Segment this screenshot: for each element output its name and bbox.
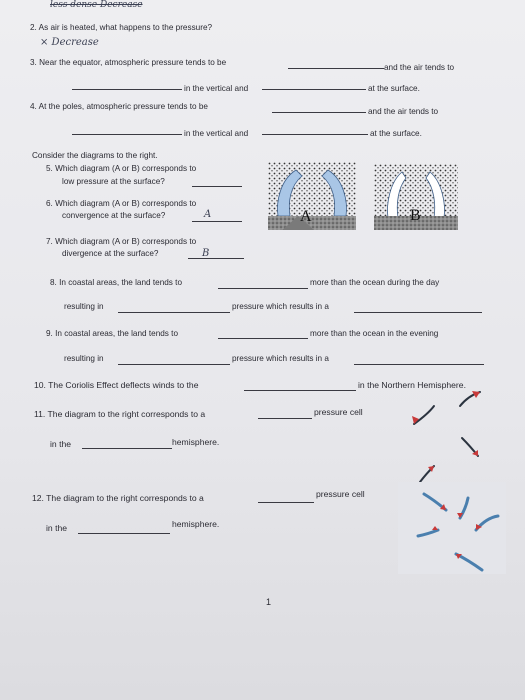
q11-text: 11. The diagram to the right corresponds to a (34, 409, 206, 419)
q3-blank-1 (288, 68, 384, 69)
consider-diagrams-text: Consider the diagrams to the right. (32, 151, 158, 160)
q8-text-2: more than the ocean during the day (310, 278, 440, 287)
q11-text-3: in the (50, 439, 72, 449)
q3-text-4: at the surface. (368, 84, 420, 93)
q6-answer: A (204, 209, 212, 220)
diagram-a (268, 162, 356, 230)
q9-blank-3 (354, 364, 484, 365)
diagram-b (374, 164, 458, 230)
q4-blank-3 (262, 134, 368, 135)
q3-text-3: in the vertical and (184, 84, 249, 93)
q9-text-3: resulting in (64, 354, 104, 363)
q7-text-line1: 7. Which diagram (A or B) corresponds to (46, 237, 197, 246)
page-number: 1 (266, 597, 272, 607)
q3-text: 3. Near the equator, atmospheric pressure tends to be (30, 58, 227, 67)
q7-blank (188, 258, 244, 259)
q12-wind-diagram (398, 482, 506, 574)
q12-text-4: hemisphere. (172, 519, 220, 529)
q2-text: 2. As air is heated, what happens to the pressure? (30, 23, 213, 32)
q9-text: 9. In coastal areas, the land tends to (46, 329, 178, 338)
q8-text-3: resulting in (64, 302, 104, 311)
q3-blank-3 (262, 89, 366, 90)
q10-text: 10. The Coriolis Effect deflects winds to the (34, 380, 199, 390)
q6-text-line2: convergence at the surface? (62, 211, 166, 220)
q7-answer: B (202, 248, 210, 259)
q4-text-3: in the vertical and (184, 129, 249, 138)
q6-text-line1: 6. Which diagram (A or B) corresponds to (46, 199, 197, 208)
q6-blank (192, 221, 242, 222)
q4-text-2: and the air tends to (368, 107, 439, 116)
q12-blank-2 (78, 533, 170, 534)
q8-blank-1 (218, 288, 308, 289)
q11-text-2: pressure cell (314, 407, 363, 417)
diagram-a-label: A (300, 208, 312, 225)
q11-blank-2 (82, 448, 172, 449)
q8-text: 8. In coastal areas, the land tends to (50, 278, 182, 287)
q5-text-line2: low pressure at the surface? (62, 177, 165, 186)
q8-blank-3 (354, 312, 482, 313)
q5-text-line1: 5. Which diagram (A or B) corresponds to (46, 164, 197, 173)
q12-text-2: pressure cell (316, 489, 365, 499)
q8-text-4: pressure which results in a (232, 302, 329, 311)
diagram-b-label: B (410, 207, 421, 224)
q3-blank-2 (72, 89, 182, 90)
q12-text-3: in the (46, 523, 68, 533)
q11-wind-diagram (392, 384, 502, 494)
q4-text: 4. At the poles, atmospheric pressure tends to be (30, 102, 208, 111)
q12-text: 12. The diagram to the right corresponds to a (32, 493, 204, 503)
q10-text-2: in the Northern Hemisphere. (358, 380, 466, 390)
q9-text-4: pressure which results in a (232, 354, 329, 363)
q11-blank-1 (258, 418, 312, 419)
q7-text-line2: divergence at the surface? (62, 249, 159, 258)
q3-text-2: and the air tends to (384, 63, 455, 72)
q11-text-4: hemisphere. (172, 437, 220, 447)
q5-blank (192, 186, 242, 187)
q9-blank-1 (218, 338, 308, 339)
q9-text-2: more than the ocean in the evening (310, 329, 439, 338)
q8-blank-2 (118, 312, 230, 313)
handwritten-top-answer: less dense Decrease (50, 0, 143, 10)
q2-answer: × Decrease (40, 37, 99, 48)
q4-blank-2 (72, 134, 182, 135)
q4-blank-1 (272, 112, 366, 113)
q12-blank-1 (258, 502, 314, 503)
q10-blank (244, 390, 356, 391)
q4-text-4: at the surface. (370, 129, 422, 138)
q9-blank-2 (118, 364, 230, 365)
